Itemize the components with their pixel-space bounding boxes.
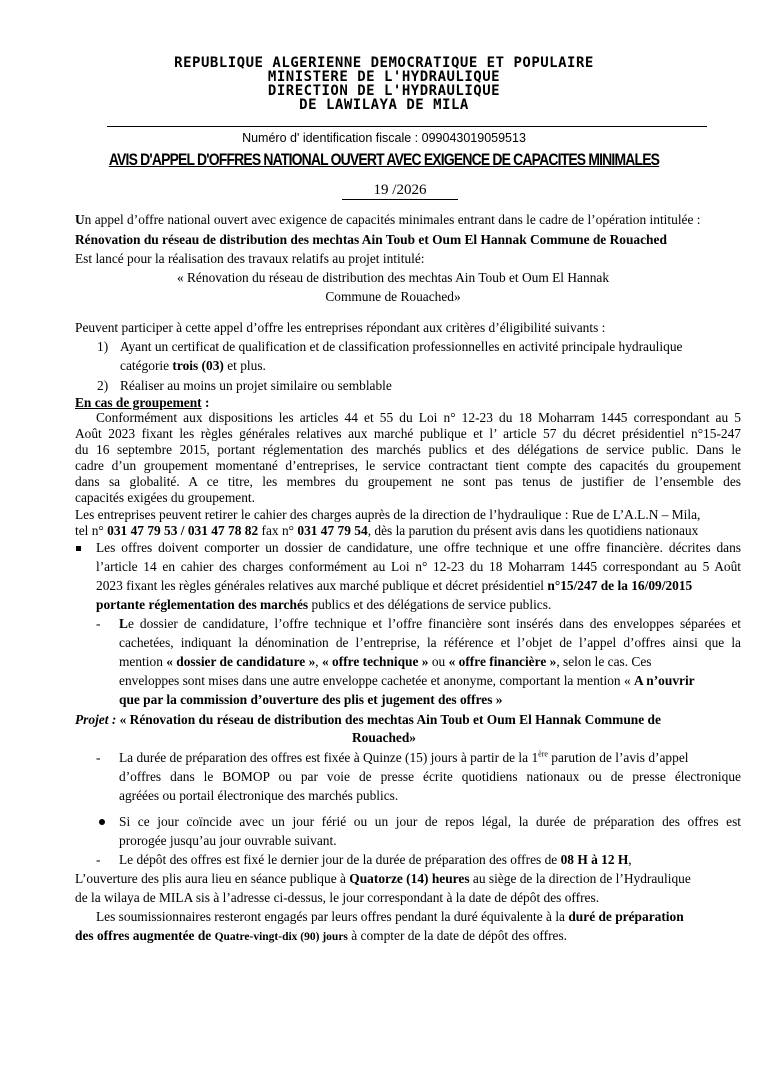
groupement-heading-text: En cas de groupement bbox=[75, 395, 202, 410]
fax-label: fax n° bbox=[258, 523, 298, 538]
ouverture-hour: Quatorze (14) heures bbox=[349, 871, 470, 886]
square-bullet-icon bbox=[76, 546, 81, 551]
project-quote-2: Commune de Rouached» bbox=[325, 289, 461, 304]
fiscal-id: Numéro d' identification fiscale : 099043019059513 bbox=[242, 131, 526, 145]
depot-suffix: , bbox=[628, 852, 632, 867]
offres-decree-ref: n°15/247 de la 16/09/2015 bbox=[547, 578, 693, 593]
offres-regulation-suffix: publics et des délégations de service publics. bbox=[308, 597, 552, 612]
avis-title: AVIS D'APPEL D'OFFRES NATIONAL OUVERT AVEC EXIGENCE DE CAPACITES MINIMALES bbox=[108, 150, 660, 169]
ferie-line-2: prorogée jusqu’au jour ouvrable suivant. bbox=[119, 833, 337, 848]
duree-superscript: ère bbox=[538, 749, 548, 759]
offres-decree-text: 2023 fixant les règles générales relatives aux marché publique et décret présidentiel bbox=[96, 578, 548, 593]
tel-label: tel n° bbox=[75, 523, 108, 538]
groupement-colon: : bbox=[201, 395, 210, 410]
engagement-duration: duré de préparation bbox=[568, 909, 684, 924]
tel-numbers: 031 47 79 53 / 031 47 78 82 bbox=[107, 523, 259, 538]
projet-line-1 bbox=[75, 712, 661, 728]
avis-number: 19 /2026 bbox=[342, 181, 458, 200]
drop-letter: U bbox=[75, 212, 85, 227]
projet-label: Projet : bbox=[75, 712, 120, 727]
depot-hours: 08 H à 12 H bbox=[560, 852, 629, 867]
eligibility-lead: Peuvent participer à cette appel d’offre les entreprises répondant aux critères d’éligibilité suivants : bbox=[75, 320, 606, 335]
depot-dash: - bbox=[96, 852, 101, 867]
category-label: catégorie bbox=[120, 358, 173, 373]
groupement-line-4: cadre d’un groupement momentané d’entreprises, le service contractant tient compte des capacités du groupement bbox=[75, 458, 741, 473]
ouverture-line-1 bbox=[75, 871, 691, 887]
mention-financiere: « offre financière » bbox=[448, 654, 557, 669]
offres-regulation: portante réglementation des marchés bbox=[96, 597, 309, 612]
round-bullet-icon bbox=[99, 819, 105, 825]
dossier-line-1-text: e dossier de candidature, l’offre technique et l’offre financière sont insérés dans des enveloppes séparées et bbox=[127, 616, 741, 631]
duree-line-2: d’offres dans le BOMOP ou par voie de presse écrite quotidiens nationaux ou de presse électronique bbox=[119, 769, 741, 784]
engagement-suffix: à compter de la date de dépôt des offres. bbox=[347, 928, 568, 943]
projet-line-2: Rouached» bbox=[352, 730, 416, 745]
mention-label: mention bbox=[119, 654, 167, 669]
header-ministere: MINISTERE DE L'HYDRAULIQUE bbox=[267, 69, 501, 85]
retrait-line-1: Les entreprises peuvent retirer le cahier des charges auprès de la direction de l’hydraulique : Rue de L’A.L.N – Mila, bbox=[75, 507, 701, 522]
dossier-line-5: que par la commission d’ouverture des plis et jugement des offres » bbox=[119, 692, 503, 707]
intro-launch: Est lancé pour la réalisation des travaux relatifs au projet intitulé: bbox=[75, 251, 425, 266]
fax-number: 031 47 79 54 bbox=[297, 523, 368, 538]
engagement-days: Quatre-vingt-dix (90) jours bbox=[214, 931, 348, 943]
duree-text-end: parution de l’avis d’appel bbox=[547, 750, 689, 765]
retrait-suffix: , dès la parution du présent avis dans les quotidiens nationaux bbox=[367, 523, 699, 538]
mention-sep-1: , bbox=[315, 654, 322, 669]
duree-line-1 bbox=[119, 750, 688, 766]
dossier-line-2: cachetées, indiquant la dénomination de l’entreprise, la référence et l’objet de l’appel d’offres ainsi que la bbox=[119, 635, 741, 650]
ouverture-line-2: de la wilaya de MILA sis à l’adresse ci-dessus, le jour correspondant à la date de dépôt des offres. bbox=[75, 890, 600, 905]
header-wilaya: DE LAWILAYA DE MILA bbox=[299, 97, 469, 113]
offres-line-2: l’article 14 en cahier des charges conformément au Loi n° 12-23 du 18 Moharram 1445 correspondant au 5 Août bbox=[96, 559, 741, 574]
projet-title: « Rénovation du réseau de distribution des mechtas Ain Toub et Oum El Hannak Commune de bbox=[119, 712, 661, 727]
criterion-2-number: 2) bbox=[97, 378, 109, 393]
header-direction: DIRECTION DE L'HYDRAULIQUE bbox=[267, 83, 501, 99]
header-divider bbox=[107, 126, 707, 127]
engagement-line-1 bbox=[96, 909, 684, 925]
category-suffix: et plus. bbox=[223, 358, 266, 373]
offres-line-1: Les offres doivent comporter un dossier de candidature, une offre technique et une offre financière. décrites dans bbox=[96, 540, 741, 555]
criterion-2-text: Réaliser au moins un projet similaire ou semblable bbox=[120, 378, 392, 393]
groupement-line-6: capacités exigées du groupement. bbox=[75, 490, 255, 505]
header-republique: REPUBLIQUE ALGERIENNE DEMOCRATIQUE ET POPULAIRE bbox=[174, 55, 594, 71]
criterion-1-text: Ayant un certificat de qualification et de classification professionnelles en activité principale hydraulique bbox=[120, 339, 683, 354]
mention-technique: « offre technique » bbox=[322, 654, 429, 669]
engagement-augmented: des offres augmentée de bbox=[75, 928, 215, 943]
duree-line-3: agréées ou portail électronique des marchés publics. bbox=[119, 788, 399, 803]
mention-dossier: « dossier de candidature » bbox=[166, 654, 316, 669]
groupement-line-5: dans sa globalité. A ce titre, les membres du groupement ne sont pas tenus de justifier de l’ensemble des bbox=[75, 474, 741, 489]
intro-text: n appel d’offre national ouvert avec exigence de capacités minimales entrant dans le cadre de l’opération intitulée : bbox=[84, 212, 701, 227]
offres-line-3 bbox=[96, 578, 692, 594]
intro-paragraph bbox=[75, 212, 701, 228]
dossier-line-4-text: enveloppes sont mises dans une autre enveloppe cachetée et anonyme, comportant la mention « bbox=[119, 673, 634, 688]
ne-pas-ouvrir: A n’ouvrir bbox=[634, 673, 695, 688]
ferie-line-1: Si ce jour coïncide avec un jour férié ou un jour de repos légal, la durée de préparation des offres est bbox=[119, 814, 741, 829]
dossier-line-3 bbox=[119, 654, 652, 670]
criterion-1-number: 1) bbox=[97, 339, 109, 354]
groupement-heading bbox=[75, 395, 209, 411]
depot-line bbox=[119, 852, 632, 868]
retrait-line-2 bbox=[75, 523, 698, 539]
category-value: trois (03) bbox=[172, 358, 224, 373]
offres-line-4 bbox=[96, 597, 551, 613]
dossier-dash: - bbox=[96, 616, 101, 631]
ouverture-place: au siège de la direction de l’Hydraulique bbox=[469, 871, 691, 886]
groupement-line-2: Août 2023 fixant les règles générales relatives aux marché publique et l’ article 57 du décret présidentiel n°15-247 bbox=[75, 426, 741, 441]
dossier-line-4 bbox=[119, 673, 695, 689]
duree-dash: - bbox=[96, 750, 101, 765]
mention-sep-2: ou bbox=[428, 654, 449, 669]
dossier-initial: L bbox=[119, 616, 128, 631]
duree-text: La durée de préparation des offres est fixée à Quinze (15) jours à partir de la 1 bbox=[119, 750, 539, 765]
engagement-line-2 bbox=[75, 928, 567, 945]
operation-title: Rénovation du réseau de distribution des mechtas Ain Toub et Oum El Hannak Commune de Rouached bbox=[75, 232, 667, 247]
dossier-line-1 bbox=[119, 616, 741, 632]
engagement-text: Les soumissionnaires resteront engagés par leurs offres pendant la duré équivalente à la bbox=[96, 909, 569, 924]
project-quote-1: « Rénovation du réseau de distribution des mechtas Ain Toub et Oum El Hannak bbox=[176, 270, 610, 285]
ouverture-text: L’ouverture des plis aura lieu en séance publique à bbox=[75, 871, 350, 886]
groupement-line-3: du 16 septembre 2015, portant réglementation des marchés publics et des délégations de service public. Dans le bbox=[75, 442, 741, 457]
mention-suffix: , selon le cas. Ces bbox=[556, 654, 652, 669]
depot-text: Le dépôt des offres est fixé le dernier jour de la durée de préparation des offres de bbox=[119, 852, 561, 867]
criterion-1-category bbox=[120, 358, 266, 374]
groupement-line-1: Conformément aux dispositions les articles 44 et 55 du Loi n° 12-23 du 18 Moharram 1445 correspondant au 5 bbox=[96, 410, 741, 425]
